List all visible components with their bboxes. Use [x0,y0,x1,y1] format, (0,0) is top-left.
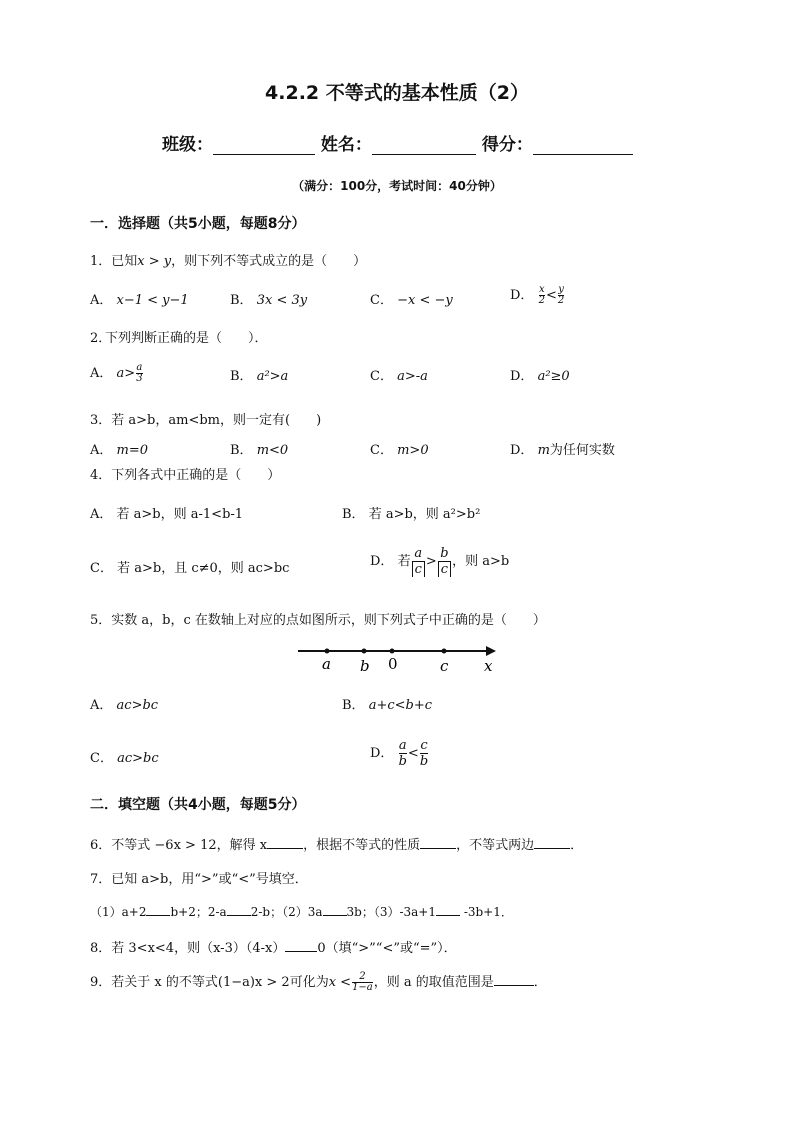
label-x: x [484,657,493,675]
question-9: 9．若关于 x 的不等式(1−a)x > 2可化为x < $\frac{2}{1-a}$ ，则 a 的取值范围是 ． [90,971,547,993]
q1-option-b[interactable]: B． 3x < 3y [230,293,308,308]
q3-option-d[interactable]: D． m为任何实数 [510,443,615,458]
score-label: 得分： [481,135,533,155]
question-1 [90,250,366,269]
answer-blank[interactable] [285,939,317,952]
question-number: 1． [90,254,112,269]
fraction: $\frac{c}{b}$ [419,738,429,769]
class-field[interactable] [213,136,315,155]
answer-blank[interactable] [420,836,456,849]
point-a [325,649,330,654]
section-fill-heading: 二．填空题（共4小题，每题5分） [90,797,306,813]
question-7-parts: （1）a+2 b+2；2-a 2-b；（2）3a 3b；（3）-3a+1 -3b+1． [90,905,513,919]
axis-arrow [486,646,496,656]
name-field[interactable] [372,136,476,155]
fraction: $\frac{a}{b}$ [398,738,407,769]
section-choice-heading: 一．选择题（共5小题，每题8分） [90,216,306,232]
label-b: b [360,657,370,675]
score-field[interactable] [533,136,633,155]
fraction: $\frac{b}{c}$ [438,546,451,577]
student-info-row [162,130,633,155]
class-label: 班级： [162,135,213,155]
q1-option-a[interactable]: A． x−1 < y−1 [90,293,189,308]
math-expression: x > y [137,254,172,269]
answer-blank[interactable] [436,903,460,916]
point-zero [390,649,395,654]
fraction: $\frac{x}{2}$ [538,284,545,306]
q3-option-c[interactable]: C． m>0 [370,443,429,458]
q5-option-d[interactable]: D． $\frac{a}{b}$ < $\frac{c}{b}$ [370,738,429,769]
question-6: 6．不等式 −6x > 12，解得 x ，根据不等式的性质 ，不等式两边 ． [90,838,584,853]
q5-option-c[interactable]: C． ac>bc [90,751,159,766]
label-c: c [440,657,449,675]
question-5: 5．实数 a，b，c 在数轴上对应的点如图所示，则下列式子中正确的是（ ） [90,613,546,628]
q4-option-b[interactable]: B． 若 a>b，则 a²>b² [342,507,481,522]
point-b [362,649,367,654]
question-7: 7．已知 a>b，用“>”或“<”号填空． [90,872,308,887]
question-text: ，则下列不等式成立的是（ ） [171,254,367,269]
answer-blank[interactable] [146,903,170,916]
q2-option-d[interactable]: D． a²≥0 [510,369,570,384]
question-3: 3．若 a>b，am<bm，则一定有( ) [90,413,322,428]
fraction: $\frac{a}{3}$ [136,362,143,384]
fraction: $\frac{a}{c}$ [412,546,425,577]
q3-option-a[interactable]: A． m=0 [90,443,149,458]
question-8: 8．若 3<x<4，则（x-3）（4-x） 0（填“>”“<”或“=”）． [90,941,457,956]
fraction: $\frac{2}{1-a}$ [352,971,373,993]
label-zero: 0 [388,655,398,673]
page-title: 4.2.2 不等式的基本性质（2） [265,82,529,104]
q2-option-a[interactable]: A． a> $\frac{a}{3}$ [90,362,143,384]
answer-blank[interactable] [494,973,534,986]
answer-blank[interactable] [227,903,251,916]
q4-option-d[interactable]: D． 若 $\frac{a}{c}$ > $\frac{b}{c}$ ，则 a>b [370,546,510,577]
answer-blank[interactable] [323,903,347,916]
answer-blank[interactable] [267,836,303,849]
q1-option-d[interactable]: D． $\frac{x}{2}$ < $\frac{y}{2}$ [510,284,565,306]
q1-option-c[interactable]: C． −x < −y [370,293,453,308]
question-2: 2． [90,331,112,346]
q5-option-b[interactable]: B． a+c<b+c [342,698,433,713]
question-text: 下列判断正确的是（ ）． [105,331,268,346]
q3-option-b[interactable]: B． m<0 [230,443,289,458]
point-c [442,649,447,654]
q2-option-c[interactable]: C． a>-a [370,369,428,384]
question-text: 已知 [111,254,138,269]
q5-option-a[interactable]: A． ac>bc [90,698,159,713]
question-4: 4．下列各式中正确的是（ ） [90,468,281,483]
fraction: $\frac{y}{2}$ [557,284,565,306]
number-line-figure [294,640,504,676]
q2-option-b[interactable]: B． a²>a [230,369,289,384]
label-a: a [322,655,331,673]
exam-note: （满分：100分，考试时间：40分钟） [292,179,502,193]
answer-blank[interactable] [534,836,570,849]
q4-option-c[interactable]: C． 若 a>b，且 c≠0，则 ac>bc [90,561,290,576]
q4-option-a[interactable]: A． 若 a>b，则 a-1<b-1 [90,507,244,522]
name-label: 姓名： [320,135,372,155]
